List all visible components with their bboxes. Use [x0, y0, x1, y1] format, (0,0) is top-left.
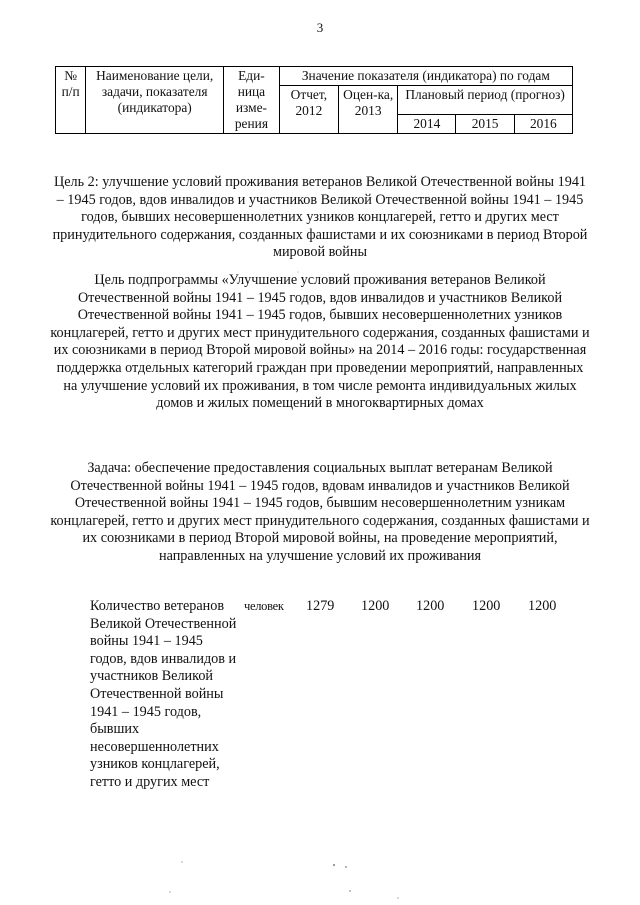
value-report-2012: 1279 [306, 598, 335, 614]
value-plan-2014: 1200 [416, 598, 445, 614]
col-year-header: 2014 [398, 115, 456, 134]
value-plan-2015: 1200 [472, 598, 501, 614]
page-number: 3 [316, 20, 324, 35]
indicator-name: Количество ветеранов Великой Отечественной войны 1941 – 1945 годов, вдов инвалидов и участников Великой Отечественной войны 1941 – 1945 годов, бывших несовершеннолетних узников концлагерей, гетто и других мест [90, 598, 237, 790]
indicator-table-header [55, 66, 573, 134]
col-year-header: 2015 [456, 115, 514, 134]
col-plan-header: Плановый период (прогноз) [398, 86, 573, 115]
col-num-header: № п/п [56, 67, 86, 134]
indicator-unit: человек [244, 599, 284, 613]
col-values-header: Значение показателя (индикатора) по годам [279, 67, 572, 86]
task-heading: Задача: обеспечение предоставления социальных выплат ветеранам Великой Отечественной войны 1941 – 1945 годов, вдовам инвалидов и участников Великой Отечественной войны 1941 – 1945 годов, бывшим несовершеннолетним узникам концлагерей, гетто и других мест принудительного содержания, созданных фашистами и их союзниками в период Второй мировой войны, на проведение мероприятий, направленных на улучшение условий их проживания [50, 460, 590, 564]
col-report-header: Отчет, 2012 [279, 86, 338, 134]
col-year-header: 2016 [514, 115, 572, 134]
goal-2-heading: Цель 2: улучшение условий проживания ветеранов Великой Отечественной войны 1941 – 1945 годов, вдов инвалидов и участников Великой Отечественной войны 1941 – 1945 годов, бывших несовершеннолетних узников концлагерей, гетто и других мест принудительного содержания, созданных фашистами и их союзниками в период Второй мировой войны [52, 174, 588, 261]
value-estimate-2013: 1200 [361, 598, 390, 614]
value-plan-2016: 1200 [528, 598, 557, 614]
col-name-header: Наименование цели, задачи, показателя (индикатора) [86, 67, 224, 134]
subprogram-goal-heading: Цель подпрограммы «Улучшение условий проживания ветеранов Великой Отечественной войны 1941 – 1945 годов, вдов инвалидов и участников Великой Отечественной войны 1941 – 1945 годов, бывших несовершеннолетних узников концлагерей, гетто и других мест принудительного содержания, созданных фашистами и их союзниками в период Второй мировой войны» на 2014 – 2016 годы: государственная поддержка отдельных категорий граждан при проведении мероприятий, направленных на улучшение условий их проживания, в том числе ремонта индивидуальных жилых домов и жилых помещений в многоквартирных домах [50, 272, 590, 412]
col-estimate-header: Оцен-ка, 2013 [339, 86, 398, 134]
col-unit-header: Еди-ница изме-рения [224, 67, 280, 134]
